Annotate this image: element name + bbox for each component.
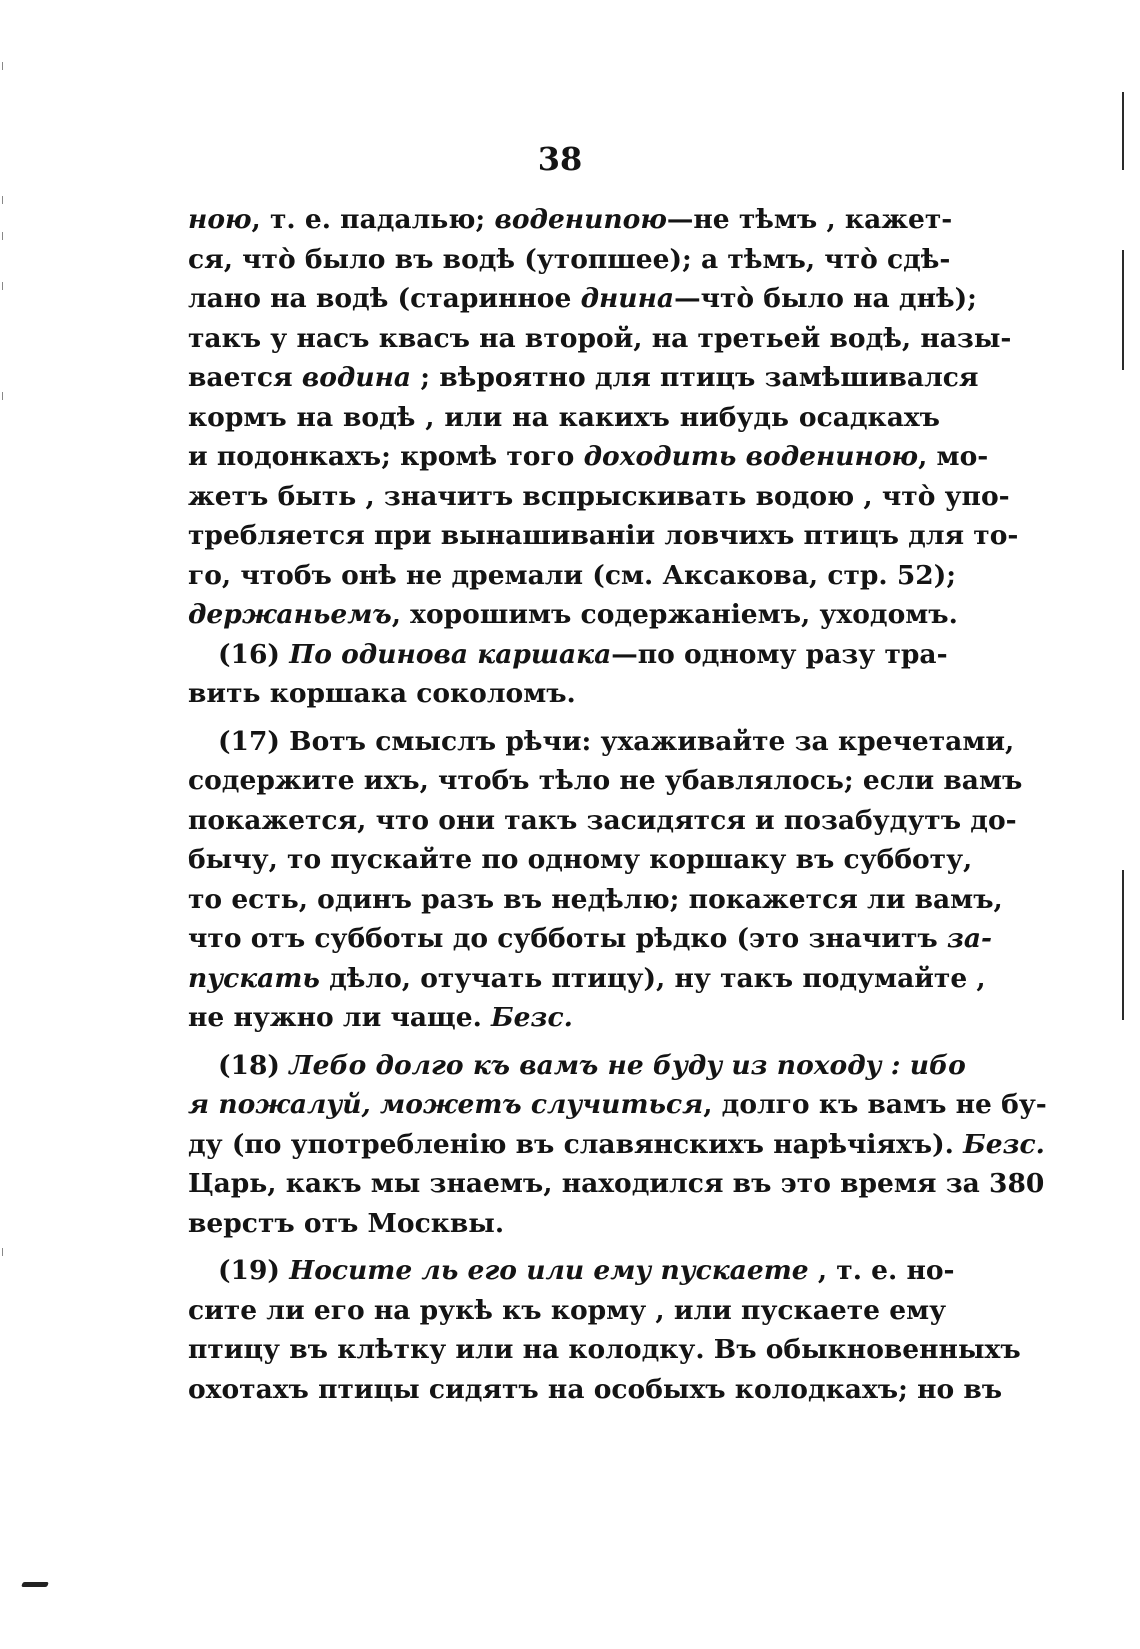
text-segment: и подонкахъ; кромѣ того — [188, 441, 584, 472]
paragraph-gap — [188, 1243, 940, 1251]
italic-text: ною — [188, 204, 252, 235]
text-line — [188, 1164, 1045, 1204]
text-line — [188, 722, 1015, 762]
paragraph-gap — [188, 714, 940, 722]
text-segment: ду (по употребленiю въ славянскихъ нарѣчiяхъ). — [188, 1128, 964, 1160]
text-segment: что отъ субботы до субботы рѣдко (это значитъ — [188, 923, 947, 954]
text-segment: (19) — [218, 1255, 290, 1286]
text-line — [188, 1330, 1021, 1370]
text-segment: го, чтобъ онѣ не дремали (см. Аксакова, стр. 52); — [188, 559, 957, 591]
text-segment: —не тѣмъ , кажет- — [666, 204, 953, 235]
text-line — [188, 200, 953, 240]
text-segment: (17) Вотъ смыслъ рѣчи: ухаживайте за кречетами, — [218, 725, 1015, 757]
text-segment: сите ли его на рукѣ къ корму , или пускаете ему — [188, 1294, 947, 1326]
text-line — [188, 635, 948, 675]
text-line — [188, 319, 1012, 359]
italic-text: держаньемъ — [188, 599, 392, 630]
text-segment: ; вѣроятно для птицъ замѣшивался — [411, 362, 979, 393]
text-segment: кормъ на водѣ , или на какихъ нибудь осадкахъ — [188, 401, 940, 433]
text-segment: жетъ быть , значитъ вспрыскивать водою , что̀ упо- — [188, 480, 1010, 512]
text-segment: (18) — [218, 1049, 290, 1081]
italic-text: за- — [946, 923, 993, 954]
text-segment: , мо- — [918, 441, 989, 472]
text-segment: охотахъ птицы сидятъ на особыхъ колодкахъ; но въ — [188, 1373, 1003, 1405]
text-segment: Царь, какъ мы знаемъ, находился въ это время за 380 — [188, 1168, 1045, 1199]
text-line — [188, 516, 1019, 556]
text-segment: птицу въ клѣтку или на колодку. Въ обыкновенныхъ — [188, 1334, 1021, 1365]
text-segment: дѣло, отучать птицу), ну такъ подумайте , — [319, 962, 986, 994]
italic-text: доходить водениною — [583, 441, 919, 472]
text-line — [188, 959, 986, 999]
text-line — [188, 801, 1017, 841]
text-segment: верстъ отъ Москвы. — [188, 1207, 505, 1239]
page-left-edge — [0, 0, 8, 1649]
italic-text: По одинова каршака — [289, 638, 612, 670]
text-line — [188, 595, 958, 635]
text-line — [188, 998, 940, 1038]
italic-text: днина — [580, 283, 675, 314]
text-segment: вить коршака соколомъ. — [188, 678, 576, 709]
text-line — [188, 1085, 1047, 1125]
text-segment: —что̀ было на днѣ); — [674, 283, 977, 314]
page-body-text — [188, 200, 1047, 1409]
text-line — [188, 477, 1010, 517]
text-segment: такъ у насъ квасъ на второй, на третьей водѣ, назы- — [188, 322, 1012, 354]
italic-text: водина — [301, 362, 412, 393]
text-segment: , т. е. но- — [808, 1255, 955, 1286]
italic-text: Безс. — [491, 1002, 573, 1033]
margin-ink-mark — [21, 1582, 49, 1587]
text-segment: содержите ихъ, чтобъ тѣло не убавлялось; если вамъ — [188, 765, 1023, 796]
text-segment: ся, что̀ было въ водѣ (утопшее); а тѣмъ, что̀ сдѣ- — [188, 243, 951, 275]
text-line — [188, 437, 989, 477]
text-segment: , долго къ вамъ не бу- — [703, 1089, 1047, 1120]
text-segment: , хорошимъ содержанiемъ, уходомъ. — [391, 599, 958, 630]
italic-text: пускать — [188, 962, 320, 994]
text-segment: то есть, одинъ разъ въ недѣлю; покажется ли вамъ, — [188, 883, 1003, 915]
text-segment: вается — [188, 362, 302, 393]
italic-text: воденипою — [494, 204, 667, 235]
text-line — [188, 1046, 966, 1086]
text-segment: бычу, то пускайте по одному коршаку въ субботу, — [188, 844, 973, 875]
italic-text: я пожалуй, можетъ случиться — [188, 1089, 704, 1120]
text-line — [188, 358, 979, 398]
text-segment: требляется при вынашиванiи ловчихъ птицъ для то- — [188, 520, 1019, 551]
text-line — [188, 398, 940, 438]
text-line — [188, 761, 1023, 801]
text-line — [188, 1125, 1045, 1165]
text-segment: лано на водѣ (старинное — [188, 283, 581, 314]
text-line — [188, 1251, 955, 1291]
text-line — [188, 674, 940, 714]
text-line — [188, 1370, 1003, 1410]
text-segment: покажется, что они такъ засидятся и позабудутъ до- — [188, 804, 1017, 836]
text-segment: —по одному разу тра- — [611, 638, 948, 670]
page-right-edge — [1100, 0, 1140, 1649]
italic-text: Лебо долго къ вамъ не буду из походу : ибо — [289, 1049, 966, 1081]
text-line — [188, 1291, 947, 1331]
text-segment: , т. е. падалью; — [251, 204, 495, 235]
text-segment: не нужно ли чаще. — [188, 1002, 492, 1033]
text-line — [188, 556, 957, 596]
page-number: 38 — [537, 140, 583, 178]
paragraph-gap — [188, 1038, 940, 1046]
text-line — [188, 919, 993, 959]
text-line — [188, 240, 951, 280]
text-line — [188, 1204, 940, 1244]
text-line — [188, 880, 1003, 920]
text-line — [188, 840, 973, 880]
italic-text: Носите ль его или ему пускаете — [289, 1255, 809, 1286]
italic-text: Безс. — [963, 1128, 1045, 1160]
text-segment: (16) — [218, 638, 290, 670]
text-line — [188, 279, 977, 319]
